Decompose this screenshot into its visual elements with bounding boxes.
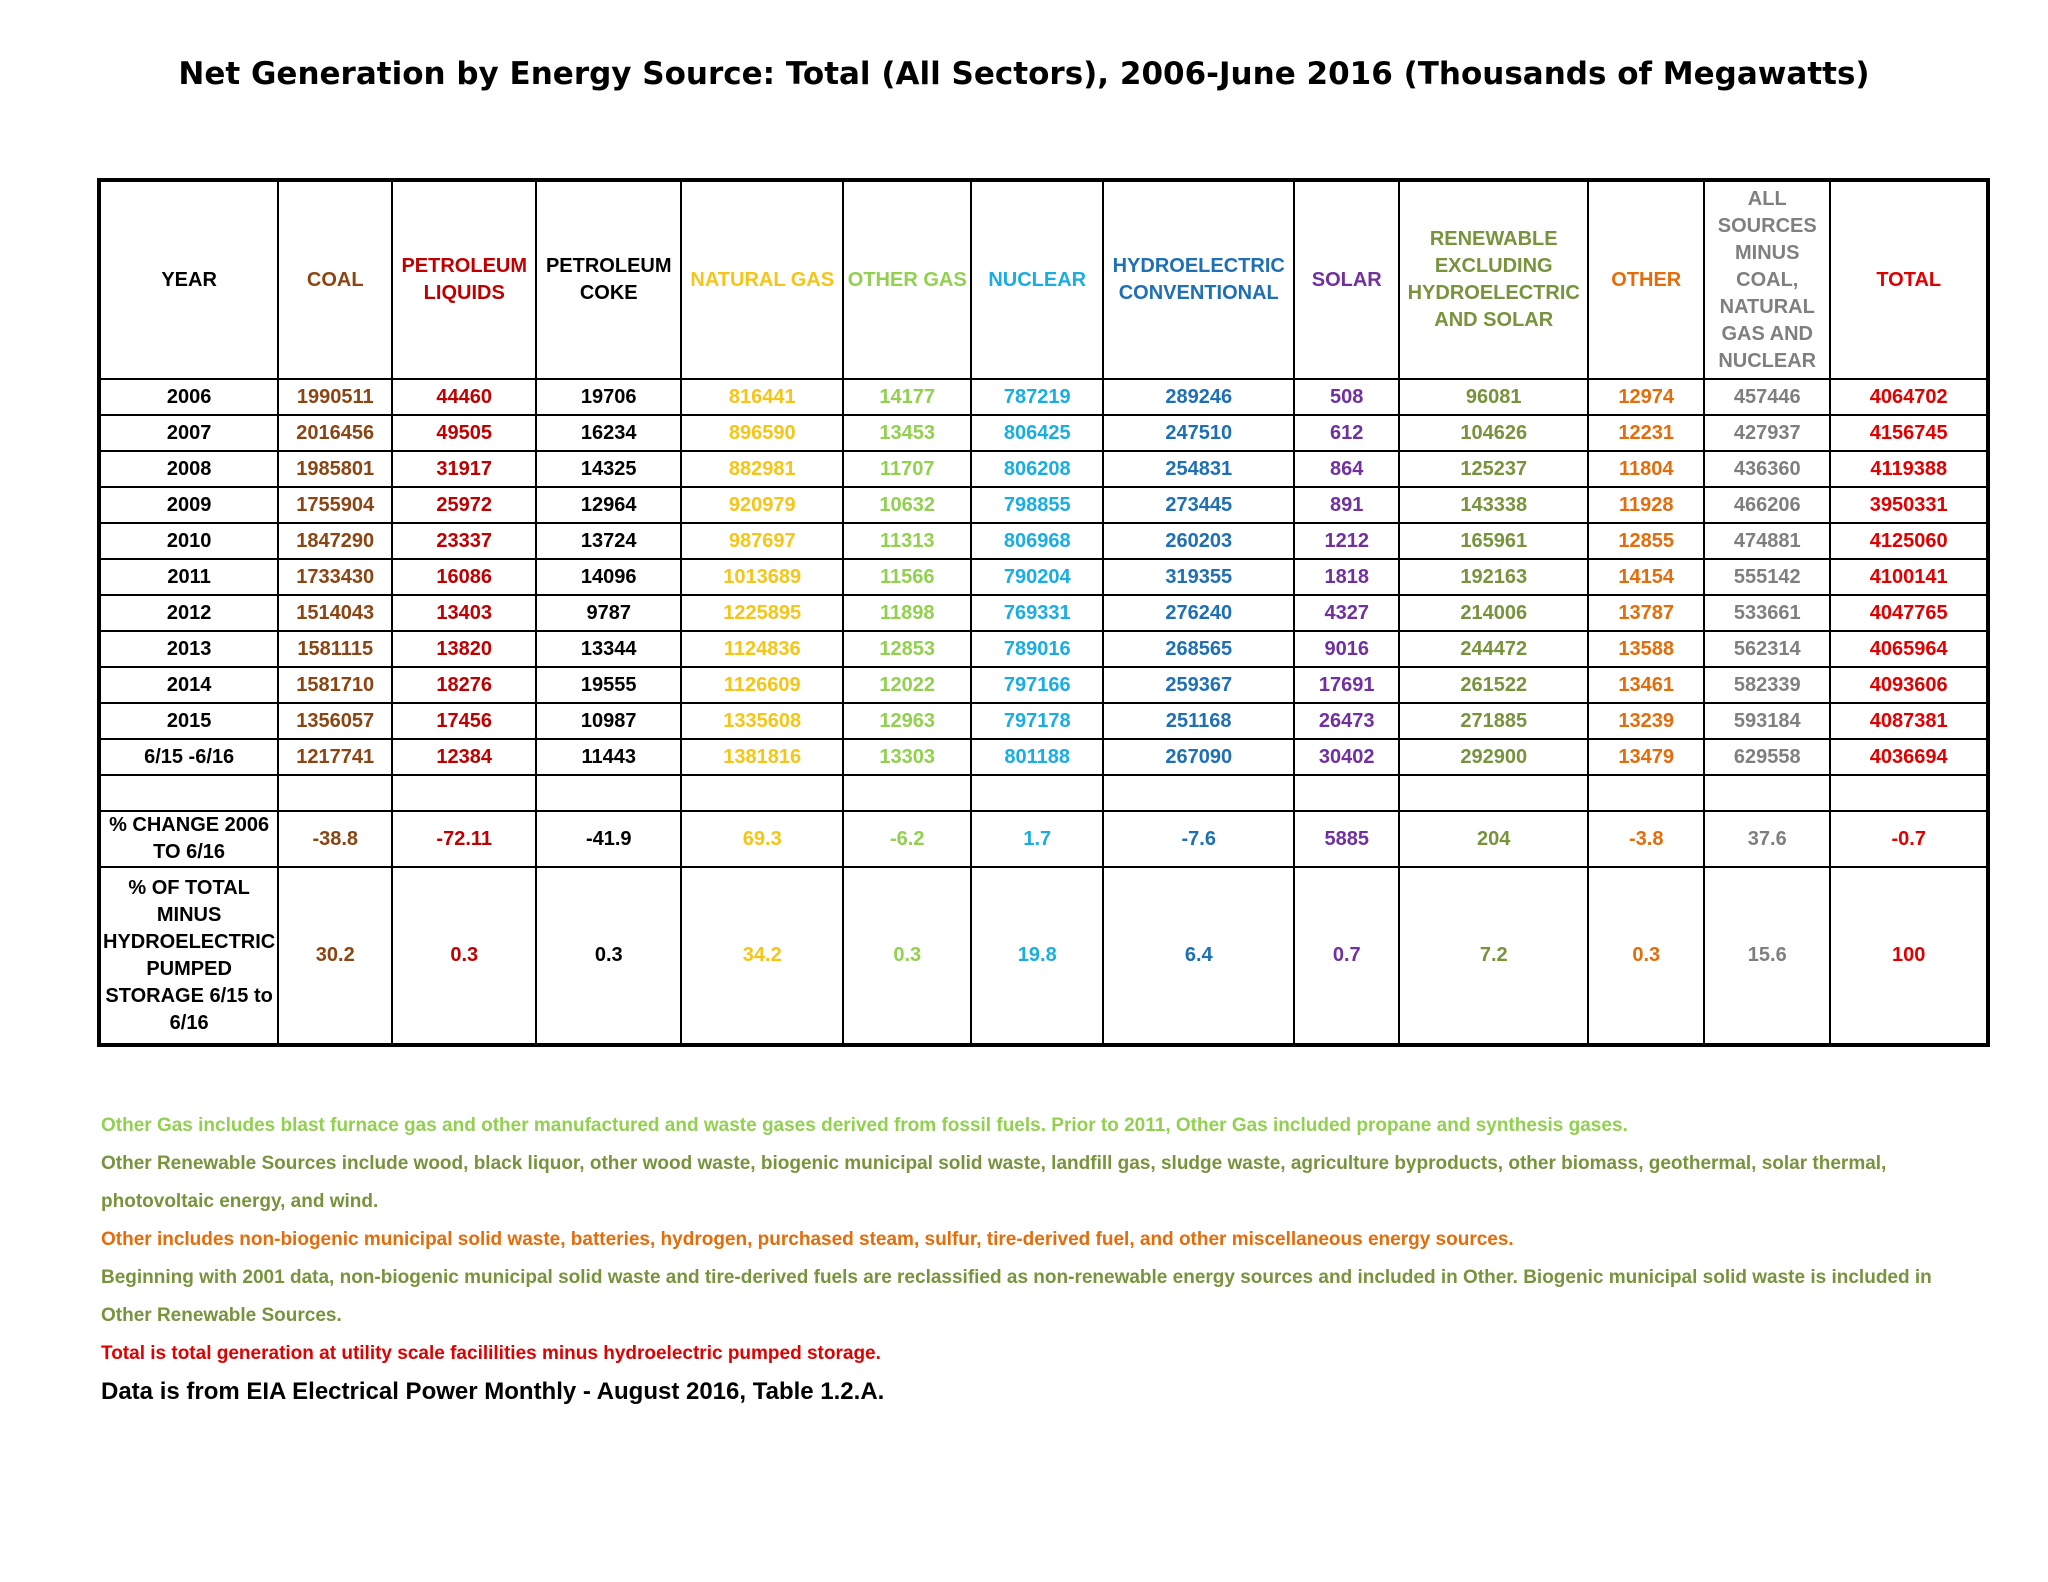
header-coal: COAL	[278, 180, 392, 379]
table-row	[99, 631, 1988, 667]
cell-natural-gas: 1124836	[681, 631, 843, 667]
cell-year: % OF TOTAL MINUS HYDROELECTRIC PUMPED STORAGE 6/15 to 6/16	[99, 867, 278, 1045]
notes-list	[101, 1107, 1981, 1373]
cell-all-sources-minus: 593184	[1704, 703, 1830, 739]
cell-other-gas: 12022	[843, 667, 971, 703]
cell-nuclear: 801188	[971, 739, 1103, 775]
cell-all-sources-minus: 562314	[1704, 631, 1830, 667]
footnote: Other Gas includes blast furnace gas and other manufactured and waste gases derived from fossil fuels. Prior to 2011, Other Gas included propane and synthesis gases.	[101, 1115, 1628, 1136]
cell-hydroelectric-conventional: 247510	[1103, 415, 1294, 451]
cell-year: 2014	[99, 667, 278, 703]
cell-other-gas: 11898	[843, 595, 971, 631]
cell-all-sources-minus: 15.6	[1704, 867, 1830, 1045]
footnote: Other includes non-biogenic municipal solid waste, batteries, hydrogen, purchased steam, sulfur, tire-derived fuel, and other miscellaneous energy sources.	[101, 1229, 1514, 1250]
cell-other	[1588, 775, 1704, 811]
cell-all-sources-minus: 466206	[1704, 487, 1830, 523]
cell-petroleum-liquids: 31917	[392, 451, 536, 487]
cell-other-gas	[843, 775, 971, 811]
cell-year: 2013	[99, 631, 278, 667]
cell-natural-gas: 1126609	[681, 667, 843, 703]
cell-natural-gas: 69.3	[681, 811, 843, 867]
cell-nuclear: 806208	[971, 451, 1103, 487]
header-hydroelectric-conventional: HYDROELECTRIC CONVENTIONAL	[1103, 180, 1294, 379]
cell-total: 4047765	[1830, 595, 1988, 631]
cell-renewable-excluding-hydro-solar	[1399, 775, 1588, 811]
cell-petroleum-liquids: 17456	[392, 703, 536, 739]
cell-hydroelectric-conventional: 273445	[1103, 487, 1294, 523]
header-petroleum-coke: PETROLEUM COKE	[536, 180, 681, 379]
cell-solar: 26473	[1294, 703, 1399, 739]
cell-year: 6/15 -6/16	[99, 739, 278, 775]
cell-year: 2011	[99, 559, 278, 595]
cell-other-gas: 11707	[843, 451, 971, 487]
cell-nuclear: 797178	[971, 703, 1103, 739]
cell-all-sources-minus: 457446	[1704, 379, 1830, 415]
cell-petroleum-coke: 0.3	[536, 867, 681, 1045]
cell-coal: 1356057	[278, 703, 392, 739]
footnote: Beginning with 2001 data, non-biogenic municipal solid waste and tire-derived fuels are reclassified as non-renewable energy sources and included in Other. Biogenic municipal solid waste is included in Other Renewable Sources.	[101, 1267, 1932, 1326]
cell-other: 11928	[1588, 487, 1704, 523]
cell-other-gas: -6.2	[843, 811, 971, 867]
energy-table	[97, 178, 1990, 1047]
cell-hydroelectric-conventional: 259367	[1103, 667, 1294, 703]
cell-nuclear: 806968	[971, 523, 1103, 559]
cell-coal: 1755904	[278, 487, 392, 523]
cell-other: 14154	[1588, 559, 1704, 595]
cell-solar: 30402	[1294, 739, 1399, 775]
cell-petroleum-coke: -41.9	[536, 811, 681, 867]
cell-natural-gas: 882981	[681, 451, 843, 487]
cell-all-sources-minus: 533661	[1704, 595, 1830, 631]
cell-hydroelectric-conventional: 267090	[1103, 739, 1294, 775]
header-petroleum-liquids: PETROLEUM LIQUIDS	[392, 180, 536, 379]
cell-coal: 1217741	[278, 739, 392, 775]
cell-year: 2008	[99, 451, 278, 487]
cell-nuclear: 19.8	[971, 867, 1103, 1045]
cell-natural-gas: 896590	[681, 415, 843, 451]
cell-renewable-excluding-hydro-solar: 125237	[1399, 451, 1588, 487]
table-row	[99, 379, 1988, 415]
cell-hydroelectric-conventional: 289246	[1103, 379, 1294, 415]
cell-total	[1830, 775, 1988, 811]
cell-petroleum-coke: 16234	[536, 415, 681, 451]
cell-nuclear: 789016	[971, 631, 1103, 667]
cell-all-sources-minus	[1704, 775, 1830, 811]
cell-petroleum-coke: 12964	[536, 487, 681, 523]
cell-renewable-excluding-hydro-solar: 96081	[1399, 379, 1588, 415]
cell-other: 13588	[1588, 631, 1704, 667]
cell-petroleum-coke	[536, 775, 681, 811]
cell-renewable-excluding-hydro-solar: 214006	[1399, 595, 1588, 631]
cell-all-sources-minus: 436360	[1704, 451, 1830, 487]
table-row	[99, 739, 1988, 775]
cell-petroleum-liquids: 25972	[392, 487, 536, 523]
cell-renewable-excluding-hydro-solar: 7.2	[1399, 867, 1588, 1045]
cell-total: 4156745	[1830, 415, 1988, 451]
header-total: TOTAL	[1830, 180, 1988, 379]
cell-natural-gas: 920979	[681, 487, 843, 523]
cell-nuclear	[971, 775, 1103, 811]
cell-other: 12974	[1588, 379, 1704, 415]
cell-nuclear: 798855	[971, 487, 1103, 523]
source-note: Data is from EIA Electrical Power Monthly - August 2016, Table 1.2.A.	[101, 1378, 885, 1405]
cell-year	[99, 775, 278, 811]
cell-other-gas: 13453	[843, 415, 971, 451]
cell-coal: 2016456	[278, 415, 392, 451]
cell-petroleum-liquids: 13403	[392, 595, 536, 631]
header-year: YEAR	[99, 180, 278, 379]
cell-nuclear: 787219	[971, 379, 1103, 415]
cell-all-sources-minus: 37.6	[1704, 811, 1830, 867]
table-row	[99, 703, 1988, 739]
header-solar: SOLAR	[1294, 180, 1399, 379]
header-other-gas: OTHER GAS	[843, 180, 971, 379]
cell-total: 4064702	[1830, 379, 1988, 415]
cell-petroleum-liquids: -72.11	[392, 811, 536, 867]
cell-petroleum-liquids: 12384	[392, 739, 536, 775]
cell-petroleum-liquids	[392, 775, 536, 811]
cell-petroleum-coke: 14096	[536, 559, 681, 595]
cell-year: 2015	[99, 703, 278, 739]
cell-nuclear: 1.7	[971, 811, 1103, 867]
cell-renewable-excluding-hydro-solar: 165961	[1399, 523, 1588, 559]
cell-petroleum-liquids: 49505	[392, 415, 536, 451]
cell-natural-gas: 34.2	[681, 867, 843, 1045]
cell-other-gas: 10632	[843, 487, 971, 523]
cell-natural-gas: 1381816	[681, 739, 843, 775]
cell-total: 3950331	[1830, 487, 1988, 523]
cell-other-gas: 12963	[843, 703, 971, 739]
cell-total: 4100141	[1830, 559, 1988, 595]
cell-hydroelectric-conventional: 260203	[1103, 523, 1294, 559]
cell-renewable-excluding-hydro-solar: 261522	[1399, 667, 1588, 703]
cell-hydroelectric-conventional: 251168	[1103, 703, 1294, 739]
cell-petroleum-coke: 19706	[536, 379, 681, 415]
cell-all-sources-minus: 582339	[1704, 667, 1830, 703]
notes	[101, 1107, 1981, 1411]
cell-petroleum-coke: 13344	[536, 631, 681, 667]
cell-other: 12231	[1588, 415, 1704, 451]
cell-other: 13479	[1588, 739, 1704, 775]
cell-petroleum-liquids: 23337	[392, 523, 536, 559]
cell-hydroelectric-conventional: 276240	[1103, 595, 1294, 631]
cell-year: 2009	[99, 487, 278, 523]
cell-natural-gas: 1225895	[681, 595, 843, 631]
cell-coal: 1581115	[278, 631, 392, 667]
cell-all-sources-minus: 629558	[1704, 739, 1830, 775]
table-row	[99, 523, 1988, 559]
cell-solar: 17691	[1294, 667, 1399, 703]
header-natural-gas: NATURAL GAS	[681, 180, 843, 379]
cell-petroleum-liquids: 44460	[392, 379, 536, 415]
cell-total: 4119388	[1830, 451, 1988, 487]
cell-petroleum-coke: 13724	[536, 523, 681, 559]
header-all-sources-minus: ALL SOURCES MINUS COAL, NATURAL GAS AND NUCLEAR	[1704, 180, 1830, 379]
cell-solar: 864	[1294, 451, 1399, 487]
cell-hydroelectric-conventional: 254831	[1103, 451, 1294, 487]
cell-other-gas: 0.3	[843, 867, 971, 1045]
cell-other: 13239	[1588, 703, 1704, 739]
cell-coal: -38.8	[278, 811, 392, 867]
cell-solar: 508	[1294, 379, 1399, 415]
cell-nuclear: 797166	[971, 667, 1103, 703]
cell-petroleum-coke: 14325	[536, 451, 681, 487]
cell-hydroelectric-conventional: -7.6	[1103, 811, 1294, 867]
cell-hydroelectric-conventional: 319355	[1103, 559, 1294, 595]
cell-renewable-excluding-hydro-solar: 204	[1399, 811, 1588, 867]
cell-renewable-excluding-hydro-solar: 192163	[1399, 559, 1588, 595]
cell-other-gas: 11566	[843, 559, 971, 595]
pct-total-row	[99, 867, 1988, 1045]
cell-petroleum-coke: 9787	[536, 595, 681, 631]
table-body	[99, 379, 1988, 1045]
header-row	[99, 180, 1988, 379]
cell-renewable-excluding-hydro-solar: 104626	[1399, 415, 1588, 451]
header-other: OTHER	[1588, 180, 1704, 379]
cell-year: 2012	[99, 595, 278, 631]
cell-petroleum-liquids: 0.3	[392, 867, 536, 1045]
header-nuclear: NUCLEAR	[971, 180, 1103, 379]
cell-solar: 9016	[1294, 631, 1399, 667]
cell-year: 2010	[99, 523, 278, 559]
table-row	[99, 667, 1988, 703]
cell-coal: 1733430	[278, 559, 392, 595]
cell-renewable-excluding-hydro-solar: 292900	[1399, 739, 1588, 775]
cell-other-gas: 11313	[843, 523, 971, 559]
cell-solar: 0.7	[1294, 867, 1399, 1045]
cell-petroleum-coke: 19555	[536, 667, 681, 703]
cell-natural-gas: 1013689	[681, 559, 843, 595]
cell-hydroelectric-conventional	[1103, 775, 1294, 811]
cell-solar: 891	[1294, 487, 1399, 523]
cell-all-sources-minus: 474881	[1704, 523, 1830, 559]
cell-solar: 4327	[1294, 595, 1399, 631]
cell-total: 4087381	[1830, 703, 1988, 739]
table-row	[99, 595, 1988, 631]
cell-year: 2007	[99, 415, 278, 451]
cell-renewable-excluding-hydro-solar: 244472	[1399, 631, 1588, 667]
table-row	[99, 415, 1988, 451]
cell-petroleum-liquids: 16086	[392, 559, 536, 595]
cell-hydroelectric-conventional: 268565	[1103, 631, 1294, 667]
blank-row	[99, 775, 1988, 811]
cell-petroleum-coke: 11443	[536, 739, 681, 775]
cell-renewable-excluding-hydro-solar: 271885	[1399, 703, 1588, 739]
cell-other: 12855	[1588, 523, 1704, 559]
cell-year: % CHANGE 2006 TO 6/16	[99, 811, 278, 867]
cell-other: 11804	[1588, 451, 1704, 487]
cell-coal: 1581710	[278, 667, 392, 703]
cell-solar: 1212	[1294, 523, 1399, 559]
cell-total: 4036694	[1830, 739, 1988, 775]
cell-total: 4125060	[1830, 523, 1988, 559]
cell-petroleum-coke: 10987	[536, 703, 681, 739]
table-row	[99, 451, 1988, 487]
footnote: Total is total generation at utility scale facililities minus hydroelectric pumped storage.	[101, 1343, 881, 1364]
cell-other: 13787	[1588, 595, 1704, 631]
cell-coal: 1985801	[278, 451, 392, 487]
cell-natural-gas: 1335608	[681, 703, 843, 739]
cell-other: 0.3	[1588, 867, 1704, 1045]
page-title: Net Generation by Energy Source: Total (All Sectors), 2006-June 2016 (Thousands of Megawatts)	[178, 56, 1870, 92]
cell-other-gas: 14177	[843, 379, 971, 415]
cell-petroleum-liquids: 18276	[392, 667, 536, 703]
cell-other-gas: 12853	[843, 631, 971, 667]
pct-change-row	[99, 811, 1988, 867]
table-row	[99, 559, 1988, 595]
cell-total: 4093606	[1830, 667, 1988, 703]
cell-all-sources-minus: 555142	[1704, 559, 1830, 595]
cell-total: -0.7	[1830, 811, 1988, 867]
cell-hydroelectric-conventional: 6.4	[1103, 867, 1294, 1045]
cell-renewable-excluding-hydro-solar: 143338	[1399, 487, 1588, 523]
header-renewable-excluding-hydro-solar: RENEWABLE EXCLUDING HYDROELECTRIC AND SOLAR	[1399, 180, 1588, 379]
cell-year: 2006	[99, 379, 278, 415]
table-row	[99, 487, 1988, 523]
cell-coal: 1990511	[278, 379, 392, 415]
cell-other: -3.8	[1588, 811, 1704, 867]
footnote: Other Renewable Sources include wood, black liquor, other wood waste, biogenic municipal solid waste, landfill gas, sludge waste, agriculture byproducts, other biomass, geothermal, solar thermal, photovoltaic energy, and wind.	[101, 1153, 1887, 1212]
cell-coal: 1514043	[278, 595, 392, 631]
cell-nuclear: 806425	[971, 415, 1103, 451]
cell-nuclear: 769331	[971, 595, 1103, 631]
cell-coal: 30.2	[278, 867, 392, 1045]
cell-total: 4065964	[1830, 631, 1988, 667]
cell-solar	[1294, 775, 1399, 811]
cell-total: 100	[1830, 867, 1988, 1045]
cell-natural-gas	[681, 775, 843, 811]
cell-solar: 612	[1294, 415, 1399, 451]
cell-nuclear: 790204	[971, 559, 1103, 595]
cell-natural-gas: 987697	[681, 523, 843, 559]
cell-solar: 1818	[1294, 559, 1399, 595]
cell-natural-gas: 816441	[681, 379, 843, 415]
cell-other-gas: 13303	[843, 739, 971, 775]
cell-coal	[278, 775, 392, 811]
cell-petroleum-liquids: 13820	[392, 631, 536, 667]
cell-solar: 5885	[1294, 811, 1399, 867]
cell-coal: 1847290	[278, 523, 392, 559]
cell-all-sources-minus: 427937	[1704, 415, 1830, 451]
cell-other: 13461	[1588, 667, 1704, 703]
